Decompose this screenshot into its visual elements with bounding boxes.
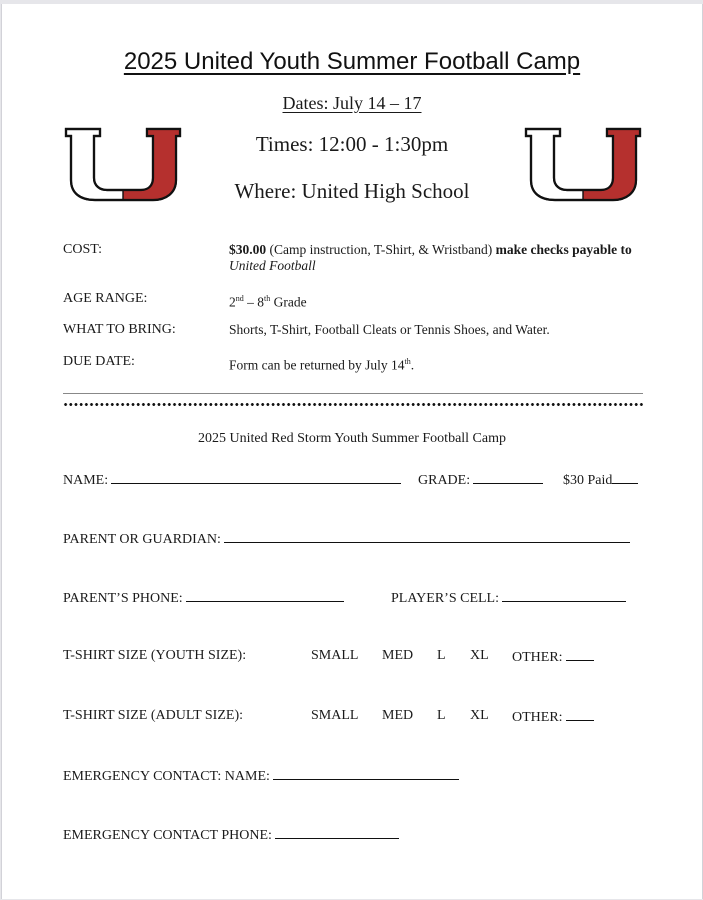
cost-value <box>229 242 649 274</box>
emergency-phone-label: EMERGENCY CONTACT PHONE: <box>63 828 272 843</box>
paid-label: $30 Paid <box>563 473 613 488</box>
paid-input[interactable] <box>612 471 638 484</box>
age-range-value: 2nd – 8th Grade <box>229 294 307 310</box>
emergency-phone-input[interactable] <box>275 826 399 839</box>
youth-size-med[interactable]: MED <box>382 648 414 663</box>
youth-other-label: OTHER: <box>512 650 563 665</box>
grade-input[interactable] <box>473 471 543 484</box>
cost-payee: United Football <box>229 258 316 273</box>
due-date-value: Form can be returned by July 14th. <box>229 357 415 373</box>
parent-input[interactable] <box>224 530 630 543</box>
cost-detail: (Camp instruction, T-Shirt, & Wristband) <box>266 242 496 257</box>
parent-field <box>63 530 630 548</box>
divider-line <box>63 393 643 394</box>
form-title: 2025 United Red Storm Youth Summer Football Camp <box>197 431 506 446</box>
grade-label: GRADE: <box>418 473 471 488</box>
adult-size-med[interactable]: MED <box>382 708 414 723</box>
emergency-name-label: EMERGENCY CONTACT: NAME: <box>63 769 270 784</box>
cost-payable: make checks payable to <box>495 242 632 257</box>
adult-other-field <box>512 708 594 726</box>
parent-label: PARENT OR GUARDIAN: <box>63 532 221 547</box>
age-range-label: AGE RANGE: <box>63 291 148 306</box>
grade-field <box>418 471 543 489</box>
emergency-phone-field <box>63 826 399 844</box>
flyer-page <box>1 4 703 899</box>
name-field <box>63 471 401 489</box>
camp-location: Where: United High School <box>234 179 470 203</box>
adult-other-input[interactable] <box>566 708 594 721</box>
youth-other-field <box>512 648 594 666</box>
parent-phone-label: PARENT’S PHONE: <box>63 591 183 606</box>
name-input[interactable] <box>111 471 401 484</box>
adult-other-label: OTHER: <box>512 710 563 725</box>
youth-size-small[interactable]: SMALL <box>311 648 359 663</box>
cost-amount: $30.00 <box>229 242 267 257</box>
cost-label: COST: <box>63 242 102 257</box>
player-cell-label: PLAYER’S CELL: <box>391 591 499 606</box>
camp-times: Times: 12:00 - 1:30pm <box>255 132 449 156</box>
paid-field <box>563 471 638 489</box>
dotted-cut-line <box>63 402 643 407</box>
adult-size-small[interactable]: SMALL <box>311 708 359 723</box>
due-date-label: DUE DATE: <box>63 354 135 369</box>
youth-size-xl[interactable]: XL <box>470 648 489 663</box>
youth-size-l[interactable]: L <box>437 648 446 663</box>
youth-other-input[interactable] <box>566 648 594 661</box>
adult-size-label: T-SHIRT SIZE (ADULT SIZE): <box>63 708 243 723</box>
parent-phone-input[interactable] <box>186 589 344 602</box>
player-cell-field <box>391 589 626 607</box>
player-cell-input[interactable] <box>502 589 626 602</box>
emergency-name-field <box>63 767 459 785</box>
camp-dates: Dates: July 14 – 17 <box>282 93 422 113</box>
what-to-bring-value: Shorts, T-Shirt, Football Cleats or Tennis Shoes, and Water. <box>229 322 550 337</box>
youth-size-label: T-SHIRT SIZE (YOUTH SIZE): <box>63 648 247 663</box>
adult-size-xl[interactable]: XL <box>470 708 489 723</box>
adult-size-l[interactable]: L <box>437 708 446 723</box>
parent-phone-field <box>63 589 344 607</box>
emergency-name-input[interactable] <box>273 767 459 780</box>
what-to-bring-label: WHAT TO BRING: <box>63 322 176 337</box>
page-title: 2025 United Youth Summer Football Camp <box>123 48 581 75</box>
name-label: NAME: <box>63 473 109 488</box>
